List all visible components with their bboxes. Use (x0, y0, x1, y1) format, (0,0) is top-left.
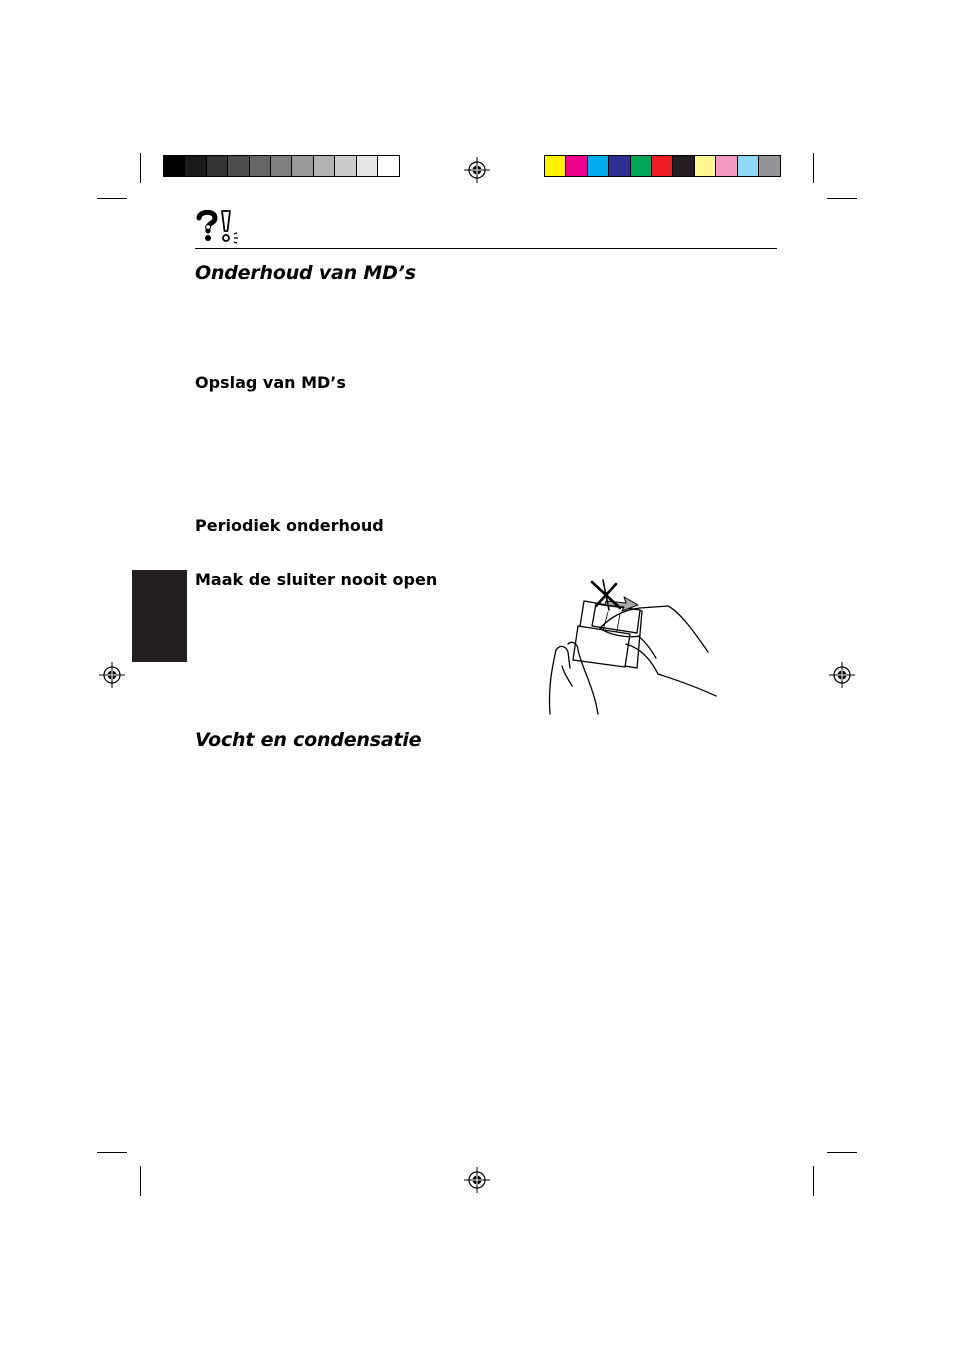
grayscale-swatch (292, 156, 313, 176)
heading-vocht: Vocht en condensatie (195, 729, 422, 751)
crop-mark (813, 153, 814, 183)
heading-sluiter: Maak de sluiter nooit open (195, 570, 438, 589)
crop-mark (97, 1152, 127, 1153)
color-swatch (609, 156, 630, 176)
grayscale-swatch (314, 156, 335, 176)
question-exclamation-icon (196, 208, 244, 244)
color-swatch (566, 156, 587, 176)
grayscale-calibration-bar (163, 155, 400, 177)
grayscale-swatch (335, 156, 356, 176)
header-rule (195, 248, 777, 249)
grayscale-swatch (164, 156, 185, 176)
grayscale-swatch (357, 156, 378, 176)
color-swatch (759, 156, 780, 176)
md-shutter-illustration (540, 578, 725, 718)
heading-onderhoud: Onderhoud van MD’s (195, 262, 416, 284)
color-swatch (652, 156, 673, 176)
heading-periodiek: Periodiek onderhoud (195, 516, 384, 535)
color-swatch (738, 156, 759, 176)
grayscale-swatch (185, 156, 206, 176)
color-calibration-bar (544, 155, 781, 177)
crop-mark (827, 198, 857, 199)
crop-mark (97, 198, 127, 199)
crop-mark (827, 1152, 857, 1153)
color-swatch (695, 156, 716, 176)
color-swatch (716, 156, 737, 176)
grayscale-swatch (271, 156, 292, 176)
grayscale-swatch (250, 156, 271, 176)
registration-mark-icon (464, 1167, 490, 1193)
registration-mark-icon (829, 662, 855, 688)
color-swatch (631, 156, 652, 176)
crop-mark (140, 153, 141, 183)
registration-mark-icon (464, 157, 490, 183)
crop-mark (140, 1166, 141, 1196)
grayscale-swatch (228, 156, 249, 176)
color-swatch (673, 156, 694, 176)
grayscale-swatch (378, 156, 399, 176)
color-swatch (588, 156, 609, 176)
crop-mark (813, 1166, 814, 1196)
registration-mark-icon (99, 662, 125, 688)
grayscale-swatch (207, 156, 228, 176)
language-tab (132, 570, 187, 662)
color-swatch (545, 156, 566, 176)
heading-opslag: Opslag van MD’s (195, 373, 346, 392)
